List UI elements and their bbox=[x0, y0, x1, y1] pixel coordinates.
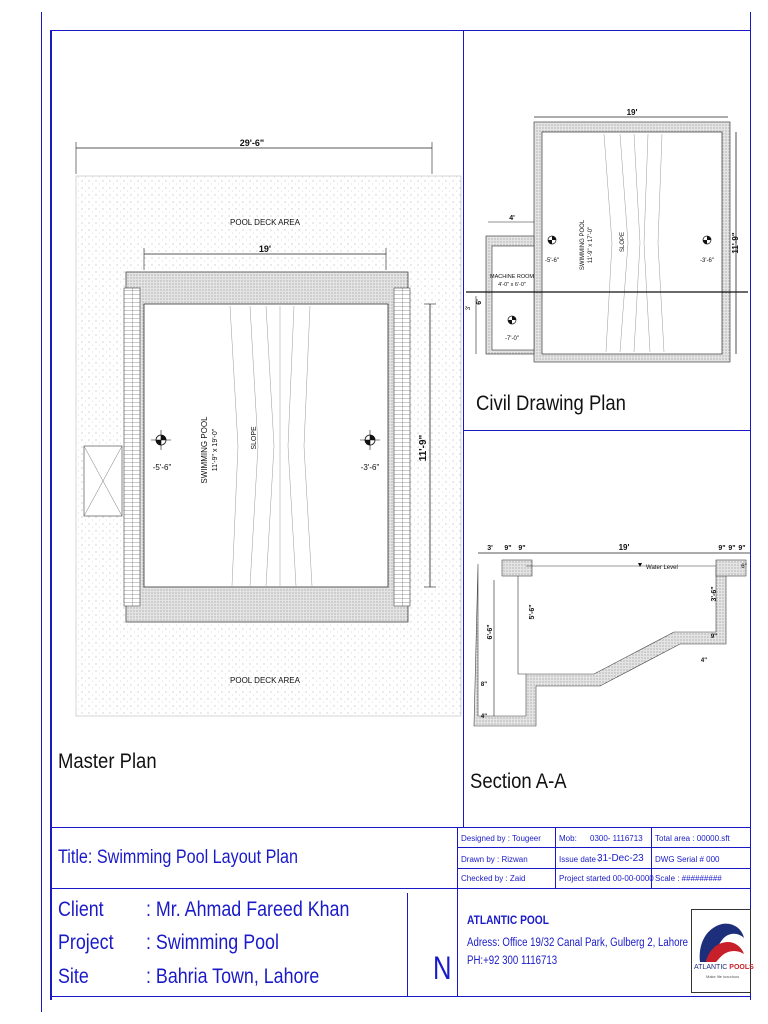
civil-dim-length: 11'-9" bbox=[731, 232, 740, 254]
north-label: N bbox=[433, 950, 452, 986]
civil-machine-size: 4'-0" x 6'-0" bbox=[498, 282, 526, 288]
site-label: Site bbox=[58, 965, 89, 988]
frame-bottom bbox=[50, 996, 751, 997]
section-dim-9d: 9" bbox=[728, 545, 736, 552]
section-dim-4a: 4" bbox=[700, 658, 708, 664]
client-value: : Mr. Ahmad Fareed Khan bbox=[146, 898, 350, 921]
section-dim-9b: 9" bbox=[518, 545, 526, 552]
mob-label: Mob: bbox=[559, 834, 577, 843]
civil-machine-room: MACHINE ROOM bbox=[490, 274, 534, 280]
company-name: ATLANTIC POOL bbox=[467, 913, 549, 927]
master-deck-top: POOL DECK AREA bbox=[230, 218, 300, 227]
section-dim-36: 3'-6" bbox=[711, 586, 718, 602]
project-value: : Swimming Pool bbox=[146, 931, 279, 954]
master-deck-bottom: POOL DECK AREA bbox=[230, 676, 300, 685]
tb-v-north bbox=[407, 893, 408, 996]
logo-text-a: ATLANTIC bbox=[694, 964, 728, 971]
section-dim-9c: 9" bbox=[718, 545, 726, 552]
civil-pool-size: 11'-9" x 17'-0" bbox=[588, 226, 594, 264]
checked-by: Checked by : Zaid bbox=[461, 874, 526, 883]
issue-label: Issue date : bbox=[559, 855, 601, 864]
master-level-left: -5'-6" bbox=[152, 463, 172, 472]
civil-dim-small: 3' bbox=[466, 305, 472, 311]
civil-dim-side: 6' bbox=[476, 299, 483, 305]
drawn-by: Drawn by : Rizwan bbox=[461, 855, 528, 864]
section-dim-9e: 9" bbox=[738, 545, 746, 552]
drawing-title: Title: Swimming Pool Layout Plan bbox=[58, 847, 298, 868]
wave-logo-icon bbox=[692, 914, 750, 966]
civil-slope: SLOPE bbox=[620, 231, 626, 253]
civil-plan-drawing bbox=[464, 100, 750, 370]
section-dim-6: 6" bbox=[741, 564, 747, 570]
section-dim-9a: 9" bbox=[504, 545, 512, 552]
dwg-serial: DWG Serial # 000 bbox=[655, 855, 720, 864]
civil-level-right: -3'-6" bbox=[700, 258, 714, 264]
civil-dim-width: 19' bbox=[626, 108, 638, 117]
master-dim-overall: 29'-6" bbox=[239, 138, 265, 148]
section-dim-56: 5'-6" bbox=[529, 604, 536, 620]
master-slope: SLOPE bbox=[251, 426, 258, 450]
civil-level-left: -5'-6" bbox=[545, 258, 559, 264]
civil-dim-machine: 4' bbox=[509, 215, 515, 222]
section-dim-8: 8" bbox=[480, 682, 488, 688]
master-dim-pool-width: 19' bbox=[258, 244, 272, 254]
client-label: Client bbox=[58, 898, 104, 921]
divider-right-mid bbox=[463, 430, 751, 431]
project-label: Project bbox=[58, 931, 114, 954]
section-dim-4b: 4" bbox=[480, 714, 488, 720]
civil-plan-title: Civil Drawing Plan bbox=[476, 392, 626, 415]
section-water-level: Water Level bbox=[646, 565, 678, 571]
frame-right bbox=[750, 12, 751, 1000]
section-drawing bbox=[464, 540, 750, 730]
tb-v-company bbox=[457, 888, 458, 996]
project-started: Project started 00-00-0000 bbox=[559, 874, 654, 883]
site-value: : Bahria Town, Lahore bbox=[146, 965, 320, 988]
company-address: Adress: Office 19/32 Canal Park, Gulberg 2, Lahore bbox=[467, 937, 689, 949]
civil-level-machine: -7'-0" bbox=[505, 336, 519, 342]
tb-line-mid bbox=[50, 888, 751, 889]
tb-v-title bbox=[457, 827, 458, 888]
designed-by: Designed by : Tougeer bbox=[461, 834, 541, 843]
civil-pool-label: SWIMMING POOL bbox=[580, 219, 586, 271]
master-dim-pool-length: 11'-9" bbox=[418, 434, 429, 462]
tb-row2 bbox=[457, 868, 751, 869]
scale: Scale : ######### bbox=[655, 874, 722, 883]
frame-left-outer bbox=[41, 12, 42, 1012]
logo-text bbox=[694, 964, 754, 971]
company-logo bbox=[691, 909, 754, 993]
company-phone: PH:+92 300 1116713 bbox=[467, 955, 558, 967]
logo-tagline: Make life luxurious bbox=[706, 974, 740, 979]
section-dim-66: 6'-6" bbox=[487, 624, 494, 640]
logo-text-b: POOLS bbox=[729, 964, 754, 971]
frame-top bbox=[50, 30, 751, 31]
section-dim-19: 19' bbox=[618, 543, 630, 552]
total-area: Total area : 00000.sft bbox=[655, 834, 730, 843]
mob-value: 0300- 1116713 bbox=[590, 834, 643, 843]
master-level-right: -3'-6" bbox=[360, 463, 380, 472]
master-plan-title: Master Plan bbox=[58, 750, 157, 773]
section-dim-9f: 9" bbox=[710, 634, 718, 640]
issue-value: 31-Dec-23 bbox=[597, 853, 644, 864]
master-pool-size: 11'-9" x 19'-0" bbox=[212, 428, 219, 472]
tb-v-col2 bbox=[555, 827, 556, 888]
master-pool-label: SWIMMING POOL bbox=[200, 416, 209, 484]
tb-row1 bbox=[457, 847, 751, 848]
tb-line-top bbox=[50, 827, 751, 828]
section-title: Section A-A bbox=[470, 770, 567, 793]
section-dim-3: 3' bbox=[487, 545, 493, 552]
master-plan-drawing bbox=[52, 130, 462, 730]
